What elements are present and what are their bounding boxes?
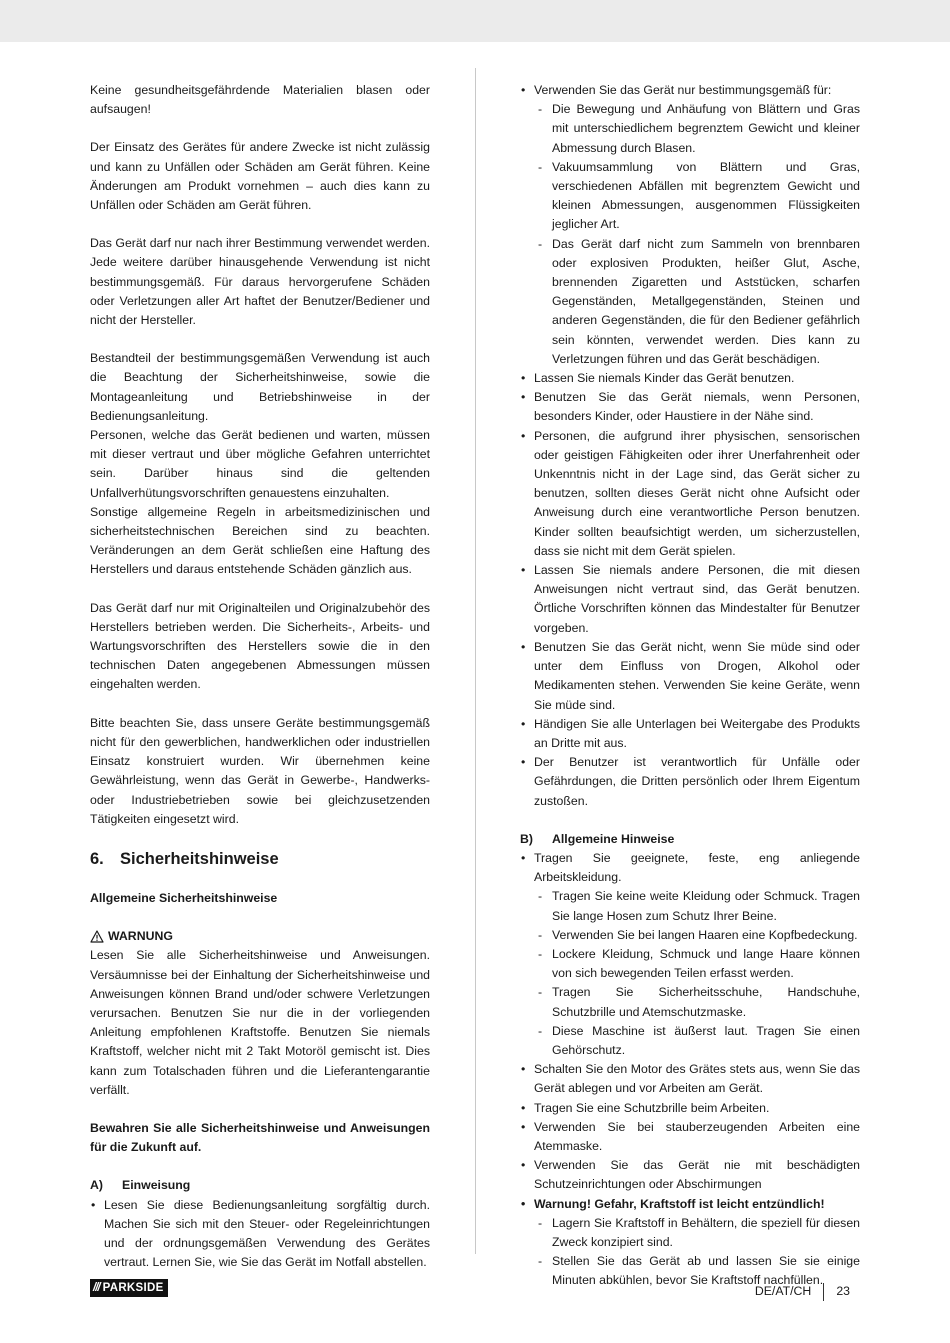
bullet: • bbox=[521, 83, 526, 97]
list-item-text: Tragen Sie eine Schutzbrille beim Arbeiten. bbox=[534, 1100, 770, 1115]
top-bar bbox=[0, 0, 950, 42]
list-item: • Lassen Sie niemals Kinder das Gerät benutzen. bbox=[521, 371, 795, 386]
sublist-item: - Das Gerät darf nicht zum Sammeln von brennbaren oder explosiven Produkten, heißer Glut, Asche, brennenden Zigaretten und Aststücken, scharfen Gegenständen, Metallgegenständen, Steinen und anderen Gegenständen, die für den Bediener gefährlich sein könnten, verwendet werden. Dies kann zu Verletzungen führen und das Gerät beschädigen. bbox=[538, 236, 860, 366]
section-a-list bbox=[90, 1196, 430, 1273]
sublist-item: - Tragen Sie Sicherheitsschuhe, Handschuhe, Schutzbrille und Atemschutzmaske. bbox=[538, 985, 860, 1019]
list-item-text: Schalten Sie den Motor des Grätes stets aus, wenn Sie das Gerät ablegen und vor Arbeiten am Gerät. bbox=[534, 1062, 860, 1096]
sublist-item: - Vakuumsammlung von Blättern und Gras, verschiedenen Abfällen mit begrenztem Gewicht und kleinen Abmessungen, ausgenommen Flüssigkeiten jeglicher Art. bbox=[538, 159, 860, 232]
paragraph: Das Gerät darf nur nach ihrer Bestimmung verwendet werden. Jede weitere darüber hinausgehende Verwendung ist nicht bestimmungsgemäß. Für daraus hervorgerufene Schäden oder Verletzungen aller Art haftet der Benutzer/Bediener und nicht der Hersteller. bbox=[90, 236, 430, 328]
paragraph: Personen, welche das Gerät bedienen und warten, müssen mit dieser vertraut und über mögliche Gefahren unterrichtet sein. Darüber hinaus sind die geltenden Unfallverhütungsvorschriften genauestens einzuhalten. bbox=[90, 428, 430, 500]
list-item: • Lassen Sie niemals andere Personen, die mit diesen Anweisungen nicht vertraut sind, das Gerät benutzen. Örtliche Vorschriften können das Mindestalter für Benutzer vorgeben. bbox=[521, 563, 860, 635]
paragraph: Das Gerät darf nur mit Originalteilen und Originalzubehör des Herstellers betrieben werden. Die Sicherheits-, Arbeits- und Wartungsvorschriften des Herstellers sowie die in den technischen Daten angegebenen Abmessungen müssen eingehalten werden. bbox=[90, 600, 430, 692]
sublist-item-text: Vakuumsammlung von Blättern und Gras, verschiedenen Abfällen mit begrenztem Gewicht und kleinen Abmessungen, ausgenommen Flüssigkeiten jeglicher Art. bbox=[552, 159, 860, 232]
warning-triangle-icon bbox=[90, 930, 104, 943]
list-item-text: Tragen Sie geeignete, feste, eng anliegende Arbeitskleidung. bbox=[534, 850, 860, 885]
list-item-text: Personen, die aufgrund ihrer physischen, sensorischen oder geistigen Fähigkeiten oder ihrer Unerfahrenheit oder Unkenntnis nicht in der Lage sind, das Gerät sicher zu benutzen, sollten dieses Gerät nicht ohne Aufsicht oder Anweisung durch eine verantwortliche Person benutzen. Kinder sollten beaufsichtigt werden, um sicherzustellen, dass sie nicht mit dem Gerät spielen. bbox=[534, 428, 860, 558]
logo-slashes: /// bbox=[93, 1282, 100, 1294]
sublist-item: - Lagern Sie Kraftstoff in Behältern, die speziell für diesen Zweck konzipiert sind. bbox=[538, 1215, 860, 1249]
list-item: • Benutzen Sie das Gerät nicht, wenn Sie müde sind oder unter dem Einfluss von Drogen, Alkohol oder Medikamenten stehen. Verwenden Sie keine Geräte, wenn Sie müde sind. bbox=[521, 639, 860, 712]
sublist-item: - Stellen Sie das Gerät ab und lassen Sie sie einige Minuten abkühlen, bevor Sie Kraftstoff nachfüllen. bbox=[538, 1254, 860, 1288]
fuel-sublist bbox=[534, 1214, 860, 1291]
sublist-item-text: Das Gerät darf nicht zum Sammeln von brennbaren oder explosiven Produkten, heißer Glut, Asche, brennenden Zigaretten und Aststücken, scharfen Gegenständen, Metallgegenständen, Steinen und anderen Gegenständen, die für den Bediener gefährlich sein könnten, verwendet werden. Dies kann zu Verletzungen führen und das Gerät beschädigen. bbox=[552, 236, 860, 366]
section-a-title: Einweisung bbox=[122, 1178, 191, 1193]
sublist-item-text: Stellen Sie das Gerät ab und lassen Sie sie einige Minuten abkühlen, bevor Sie Kraftstoff nachfüllen. bbox=[552, 1254, 860, 1288]
page-footer bbox=[755, 1282, 850, 1301]
list-item: • Händigen Sie alle Unterlagen bei Weitergabe des Produkts an Dritte mit aus. bbox=[521, 716, 860, 750]
list-item: • Tragen Sie eine Schutzbrille beim Arbeiten. bbox=[521, 1100, 770, 1115]
paragraph: Keine gesundheitsgefährdende Materialien blasen oder aufsaugen! bbox=[90, 83, 430, 117]
parkside-logo bbox=[90, 1279, 168, 1297]
list-item-text: Verwenden Sie das Gerät nur bestimmungsgemäß für: bbox=[534, 83, 832, 97]
list-item-text: Benutzen Sie das Gerät nicht, wenn Sie müde sind oder unter dem Einfluss von Drogen, Alkohol oder Medikamenten stehen. Verwenden Sie keine Geräte, wenn Sie müde sind. bbox=[534, 639, 860, 712]
sublist-item-text: Lagern Sie Kraftstoff in Behältern, die speziell für diesen Zweck konzipiert sind. bbox=[552, 1215, 860, 1249]
usage-list bbox=[520, 81, 860, 811]
section-a-heading bbox=[90, 1176, 430, 1195]
list-item: • Personen, die aufgrund ihrer physischen, sensorischen oder geistigen Fähigkeiten oder ihrer Unerfahrenheit oder Unkenntnis nicht in der Lage sind, das Gerät sicher zu benutzen, sollten dieses Gerät nicht ohne Aufsicht oder Anweisung durch eine verantwortliche Person benutzen. Kinder sollten beaufsichtigt werden, um sicherzustellen, dass sie nicht mit dem Gerät spielen. bbox=[521, 428, 860, 558]
paragraph: Der Einsatz des Gerätes für andere Zwecke ist nicht zulässig und kann zu Unfällen oder Schäden am Gerät führen. Keine Änderungen am Produkt vornehmen – auch dies kann zu Unfällen oder Schäden am Gerät führen. bbox=[90, 140, 430, 213]
section-b-title: Allgemeine Hinweise bbox=[552, 831, 675, 846]
list-item-text: Lesen Sie diese Bedienungsanleitung sorgfältig durch. Machen Sie sich mit den Steuer- oder Regeleinrichtungen und der ordnungsgemäßen Verwendung des Gerätes vertraut. Lernen Sie, wie Sie das Gerät im Notfall abstellen. bbox=[104, 1197, 430, 1270]
list-item-text: Verwenden Sie das Gerät nie mit beschädigten Schutzeinrichtungen oder Abschirmungen bbox=[534, 1158, 860, 1192]
section-b-heading bbox=[520, 830, 860, 849]
keep-instructions-notice: Bewahren Sie alle Sicherheitshinweise und Anweisungen für die Zukunft auf. bbox=[90, 1120, 430, 1155]
sublist-item: - Die Bewegung und Anhäufung von Blättern und Gras mit unterschiedlichem begrenztem Gewicht und kleiner Abmessung durch Blasen. bbox=[538, 102, 860, 155]
list-item: • Tragen Sie geeignete, feste, eng anliegende Arbeitskleidung. - Tragen Sie keine weite Kleidung oder Schmuck. Tragen Sie lange Hosen zum Schutz Ihrer Beine. - Verwenden Sie bei langen Haaren eine Kopfbedeckung. - Lockere Kleidung, Schmuck und lange Haare können von sich bewegenden Teilen erfasst werden. - Tragen Sie Sicherheitsschuhe, Handschuhe, Schutzbrille und Atemschutzmaske. - Diese Maschine ist äußerst laut. Tragen Sie einen Gehörschutz. bbox=[520, 849, 860, 1060]
sublist-item: - Verwenden Sie bei langen Haaren eine Kopfbedeckung. bbox=[538, 927, 858, 942]
sublist-item-text: Tragen Sie Sicherheitsschuhe, Handschuhe, Schutzbrille und Atemschutzmaske. bbox=[552, 985, 860, 1019]
paragraph: Sonstige allgemeine Regeln in arbeitsmedizinischen und sicherheitstechnischen Bereichen sind zu beachten. Veränderungen an dem Gerät schließen eine Haftung des Herstellers und daraus entstehende Schäden gänzlich aus. bbox=[90, 504, 430, 577]
clothing-sublist bbox=[534, 887, 860, 1060]
list-item: • Benutzen Sie das Gerät niemals, wenn Personen, besonders Kinder, oder Haustiere in der Nähe sind. bbox=[521, 390, 860, 424]
sublist-item-text: Tragen Sie keine weite Kleidung oder Schmuck. Tragen Sie lange Hosen zum Schutz Ihrer Beine. bbox=[552, 889, 860, 923]
footer-divider bbox=[823, 1283, 824, 1301]
list-item-text: Benutzen Sie das Gerät niemals, wenn Personen, besonders Kinder, oder Haustiere in der Nähe sind. bbox=[534, 390, 860, 424]
warning-text: Lesen Sie alle Sicherheitshinweise und Anweisungen. Versäumnisse bei der Einhaltung der Sicherheitshinweise und Anweisungen können Brand und/oder schwere Verletzungen verursachen. Benutzen Sie nur die in der vorliegenden Anleitung empfohlenen Kraftstoffe. Benutzen Sie niemals Kraftstoff, welcher nicht mit 2 Takt Motoröl gemischt ist. Dies kann zum Totalschaden führen und die Lieferantengarantie verfällt. bbox=[90, 948, 430, 1097]
paragraph: Bestandteil der bestimmungsgemäßen Verwendung ist auch die Beachtung der Sicherheitshinweise, sowie die Montageanleitung und Betriebshinweise in der Bedienungsanleitung. bbox=[90, 351, 430, 423]
section-b-letter: B) bbox=[520, 831, 533, 846]
section-number: 6. bbox=[90, 849, 104, 868]
usage-sublist bbox=[534, 100, 860, 369]
section-title: Sicherheitshinweise bbox=[120, 849, 279, 868]
sublist-item: - Diese Maschine ist äußerst laut. Tragen Sie einen Gehörschutz. bbox=[538, 1023, 860, 1057]
column-divider bbox=[475, 68, 476, 1254]
list-item bbox=[520, 81, 860, 369]
list-item-text: Lassen Sie niemals andere Personen, die mit diesen Anweisungen nicht vertraut sind, das Gerät benutzen. Örtliche Vorschriften können das Mindestalter für Benutzer vorgeben. bbox=[534, 563, 860, 635]
list-item: • Warnung! Gefahr, Kraftstoff ist leicht entzündlich! - Lagern Sie Kraftstoff in Behältern, die speziell für diesen Zweck konzipiert sind. - Stellen Sie das Gerät ab und lassen Sie sie einige Minuten abkühlen, bevor Sie Kraftstoff nachfüllen. bbox=[520, 1195, 860, 1291]
list-item-text: Händigen Sie alle Unterlagen bei Weitergabe des Produkts an Dritte mit aus. bbox=[534, 716, 860, 750]
warning-label: WARNUNG bbox=[108, 929, 173, 944]
list-item: • Verwenden Sie das Gerät nie mit beschädigten Schutzeinrichtungen oder Abschirmungen bbox=[521, 1158, 860, 1192]
list-item-text: Lassen Sie niemals Kinder das Gerät benutzen. bbox=[534, 371, 795, 386]
sublist-item-text: Verwenden Sie bei langen Haaren eine Kopfbedeckung. bbox=[552, 927, 858, 942]
sublist-item: - Tragen Sie keine weite Kleidung oder Schmuck. Tragen Sie lange Hosen zum Schutz Ihrer Beine. bbox=[538, 889, 860, 923]
sublist-item-text: Diese Maschine ist äußerst laut. Tragen Sie einen Gehörschutz. bbox=[552, 1023, 860, 1057]
list-item bbox=[90, 1196, 430, 1273]
language-code: DE/AT/CH bbox=[754, 1284, 812, 1298]
sublist-item: - Lockere Kleidung, Schmuck und lange Haare können von sich bewegenden Teilen erfasst werden. bbox=[538, 946, 860, 981]
sublist-item-text: Lockere Kleidung, Schmuck und lange Haare können von sich bewegenden Teilen erfasst werden. bbox=[552, 946, 860, 981]
page-number: 23 bbox=[836, 1284, 850, 1298]
list-item: • Schalten Sie den Motor des Grätes stets aus, wenn Sie das Gerät ablegen und vor Arbeiten am Gerät. bbox=[521, 1062, 860, 1096]
logo-box bbox=[90, 1279, 168, 1297]
subheading: Allgemeine Sicherheitshinweise bbox=[90, 890, 278, 905]
section-a-letter: A) bbox=[90, 1178, 103, 1193]
list-item-text: Der Benutzer ist verantwortlich für Unfälle oder Gefährdungen, die Dritten persönlich oder Ihrem Eigentum zustoßen. bbox=[534, 755, 860, 808]
section-heading bbox=[90, 848, 430, 870]
logo-text: PARKSIDE bbox=[102, 1282, 164, 1294]
right-column bbox=[520, 81, 860, 1291]
list-item: • Der Benutzer ist verantwortlich für Unfälle oder Gefährdungen, die Dritten persönlich oder Ihrem Eigentum zustoßen. bbox=[521, 755, 860, 808]
warning-heading bbox=[90, 927, 430, 946]
bullet: • bbox=[91, 1197, 96, 1212]
section-b-list bbox=[520, 849, 860, 1291]
paragraph: Bitte beachten Sie, dass unsere Geräte bestimmungsgemäß nicht für den gewerblichen, handwerklichen oder industriellen Einsatz konstruiert wurden. Wir übernehmen keine Gewährleistung, wenn das Gerät in Gewerbe-, Handwerks- oder Industriebetrieben sowie bei gleichzusetzenden Tätigkeiten eingesetzt wird. bbox=[90, 715, 430, 826]
fuel-warning-text: Warnung! Gefahr, Kraftstoff ist leicht entzündlich! bbox=[534, 1196, 825, 1211]
list-item-text: Verwenden Sie bei stauberzeugenden Arbeiten eine Atemmaske. bbox=[534, 1119, 860, 1153]
sublist-item-text: Die Bewegung und Anhäufung von Blättern und Gras mit unterschiedlichem begrenztem Gewicht und kleiner Abmessung durch Blasen. bbox=[552, 102, 860, 155]
left-column bbox=[90, 81, 430, 1272]
list-item: • Verwenden Sie bei stauberzeugenden Arbeiten eine Atemmaske. bbox=[521, 1119, 860, 1153]
